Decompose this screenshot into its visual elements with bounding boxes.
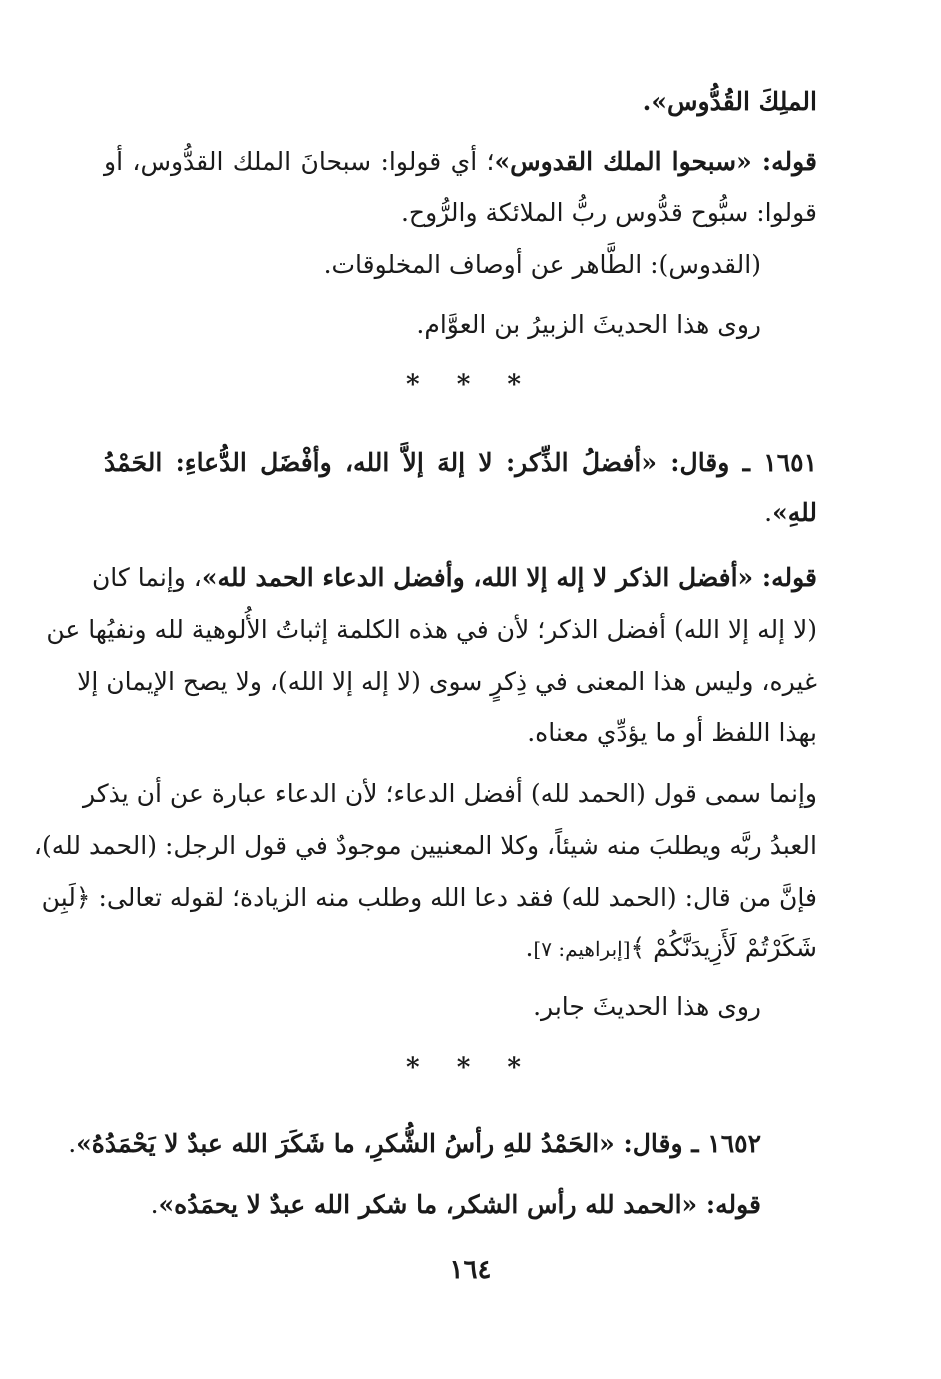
hadith-1652-heading [68,1124,761,1164]
text-line-12 [82,774,817,814]
page-number: ١٦٤ [449,1255,492,1285]
hadith-1651-end: . [764,498,773,527]
line-12-text: وإنما سمى قول (الحمد لله) أفضل الدعاء؛ لأن الدعاء عبارة عن أن يذكر [82,779,817,808]
line-4-text: (القدوس): الطَّاهر عن أوصاف المخلوقات. [323,250,761,279]
line-18-bold: قوله: «الحمد لله رأس الشكر، ما شكر الله عبدٌ لا يحمَدُه» [158,1190,761,1219]
text-line-2 [104,142,817,182]
line-11-text: بهذا اللفظ أو ما يؤدِّي معناه. [527,718,817,747]
verse-reference: [إبراهيم: ٧] [533,937,631,961]
line-14-text: فإنَّ من قال: (الحمد لله) فقد دعا الله وطلب منه الزيادة؛ لقوله تعالى: ﴿لَبِن [41,883,817,912]
hadith-1651-heading [104,443,817,483]
text-line-1 [104,82,817,122]
verse-end: . [525,933,534,962]
line-2-bold: قوله: «سبحوا الملك القدوس» [494,147,818,176]
hadith-1651-end-bold: للهِ» [772,498,817,527]
hadith-1651-continuation [104,493,817,533]
line-8-bold: قوله: «أفضل الذكر لا إله إلا الله، وأفضل الدعاء الحمد لله» [201,563,817,592]
line-2-text: ؛ أي قولوا: سبحانَ الملك القدُّوس، أو [104,147,495,176]
hadith-1652-end: . [68,1129,77,1158]
text-line-11 [104,713,817,753]
section-separator-1: * * * [406,370,535,400]
text-line-10 [77,662,817,702]
text-line-9 [46,610,817,650]
text-line-18 [104,1185,761,1225]
text-line-14 [41,878,817,918]
text-line-16 [104,987,761,1027]
line-13-text: العبدُ ربَّه ويطلبَ منه شيئاً، وكلا المعنيين موجودٌ في قول الرجل: (الحمد لله)، [33,831,817,860]
line-18-end: . [150,1190,159,1219]
quran-verse: شَكَرْتُمْ لَأَزِيدَنَّكُمْ ﴾ [630,933,817,962]
line-5-text: روى هذا الحديثَ الزبيرُ بن العوَّام. [416,310,761,339]
line-16-text: روى هذا الحديثَ جابر. [533,992,761,1021]
text-line-8 [91,558,817,598]
text-line-4 [104,245,761,285]
hadith-1651-text: ١٦٥١ ـ وقال: «أفضلُ الذِّكر: لا إلهَ إلاَّ الله، وأفْضَل الدُّعاءِ: الحَمْدُ [104,448,817,477]
line-1-bold: الملِكَ القُدُّوس». [642,87,817,116]
line-3-text: قولوا: سبُّوح قدُّوس ربُّ الملائكة والرُّوح. [400,198,817,227]
line-9-text: (لا إله إلا الله) أفضل الذكر؛ لأن في هذه الكلمة إثباتُ الأُلوهية لله ونفيُها عن [46,615,817,644]
text-line-13 [33,826,817,866]
text-line-3 [104,193,817,233]
text-line-5 [104,305,761,345]
hadith-1652-text: ١٦٥٢ ـ وقال: «الحَمْدُ للهِ رأسُ الشُّكرِ، ما شَكَرَ الله عبدٌ لا يَحْمَدُهُ» [76,1129,761,1158]
line-8-text: ، وإنما كان [91,563,202,592]
line-10-text: غيره، وليس هذا المعنى في ذِكرٍ سوى (لا إله إلا الله)، ولا يصح الإيمان إلا [77,667,817,696]
section-separator-2: * * * [406,1053,535,1083]
quran-verse-line [104,928,817,969]
